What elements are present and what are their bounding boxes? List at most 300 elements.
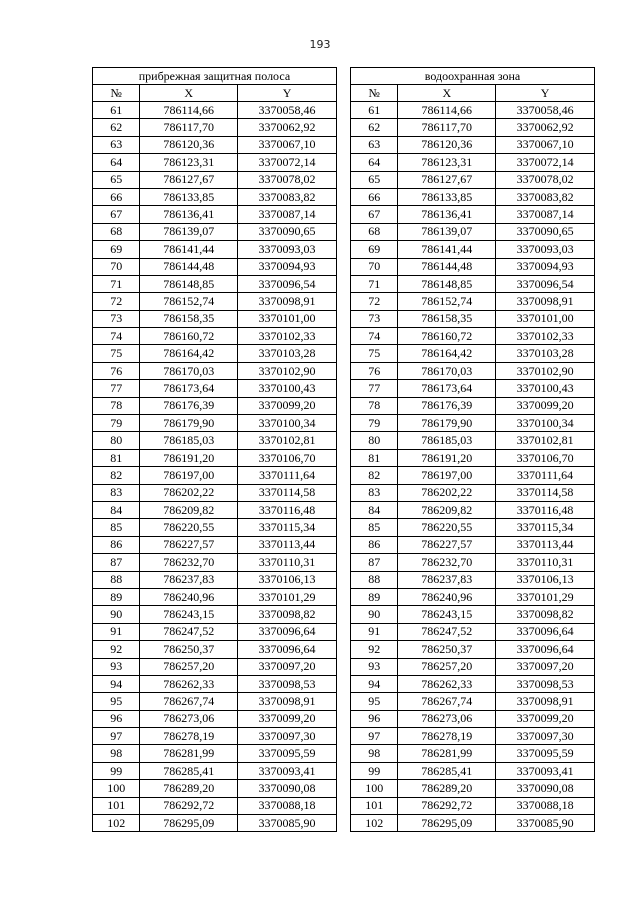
column-gap: [336, 675, 350, 692]
right-x-coordinate: 786141,44: [398, 241, 496, 258]
right-y-coordinate: 3370097,20: [496, 658, 595, 675]
left-header-x: X: [140, 85, 238, 102]
column-gap: [336, 467, 350, 484]
left-y-coordinate: 3370090,65: [238, 223, 337, 240]
column-gap: [336, 710, 350, 727]
left-y-coordinate: 3370085,90: [238, 815, 337, 832]
left-y-coordinate: 3370098,53: [238, 675, 337, 692]
left-y-coordinate: 3370088,18: [238, 797, 337, 814]
column-gap: [336, 432, 350, 449]
right-x-coordinate: 786285,41: [398, 762, 496, 779]
table-row: [93, 658, 595, 675]
column-gap: [336, 275, 350, 292]
left-y-coordinate: 3370096,64: [238, 623, 337, 640]
right-y-coordinate: 3370099,20: [496, 710, 595, 727]
right-x-coordinate: 786273,06: [398, 710, 496, 727]
table-row: [93, 188, 595, 205]
right-x-coordinate: 786250,37: [398, 641, 496, 658]
right-point-number: 75: [351, 345, 398, 362]
left-y-coordinate: 3370097,20: [238, 658, 337, 675]
left-x-coordinate: 786191,20: [140, 449, 238, 466]
left-point-number: 99: [93, 762, 140, 779]
column-header-row: [93, 85, 595, 102]
column-gap: [336, 484, 350, 501]
left-header-number: №: [93, 85, 140, 102]
table-row: [93, 762, 595, 779]
table-row: [93, 484, 595, 501]
column-gap: [336, 606, 350, 623]
right-point-number: 77: [351, 380, 398, 397]
table-row: [93, 467, 595, 484]
right-y-coordinate: 3370110,31: [496, 554, 595, 571]
right-x-coordinate: 786123,31: [398, 154, 496, 171]
right-header-y: Y: [496, 85, 595, 102]
right-point-number: 63: [351, 136, 398, 153]
table-body: [93, 102, 595, 832]
column-gap: [336, 588, 350, 605]
right-point-number: 71: [351, 275, 398, 292]
right-y-coordinate: 3370099,20: [496, 397, 595, 414]
right-point-number: 99: [351, 762, 398, 779]
table-row: [93, 693, 595, 710]
left-y-coordinate: 3370096,54: [238, 275, 337, 292]
left-y-coordinate: 3370094,93: [238, 258, 337, 275]
left-x-coordinate: 786173,64: [140, 380, 238, 397]
right-y-coordinate: 3370102,33: [496, 328, 595, 345]
right-y-coordinate: 3370078,02: [496, 171, 595, 188]
left-y-coordinate: 3370058,46: [238, 102, 337, 119]
left-point-number: 72: [93, 293, 140, 310]
column-gap: [336, 554, 350, 571]
left-point-number: 100: [93, 780, 140, 797]
right-y-coordinate: 3370106,13: [496, 571, 595, 588]
table-row: [93, 328, 595, 345]
column-gap: [336, 745, 350, 762]
column-gap: [336, 119, 350, 136]
table-row: [93, 206, 595, 223]
left-y-coordinate: 3370100,43: [238, 380, 337, 397]
column-gap: [336, 206, 350, 223]
left-y-coordinate: 3370102,90: [238, 362, 337, 379]
left-y-coordinate: 3370099,20: [238, 710, 337, 727]
left-x-coordinate: 786250,37: [140, 641, 238, 658]
page-number: 193: [309, 38, 331, 51]
right-y-coordinate: 3370101,00: [496, 310, 595, 327]
left-y-coordinate: 3370098,91: [238, 693, 337, 710]
column-gap: [336, 171, 350, 188]
column-gap: [336, 310, 350, 327]
right-point-number: 98: [351, 745, 398, 762]
right-x-coordinate: 786176,39: [398, 397, 496, 414]
column-gap: [336, 102, 350, 119]
right-point-number: 95: [351, 693, 398, 710]
column-gap: [336, 762, 350, 779]
left-x-coordinate: 786185,03: [140, 432, 238, 449]
left-point-number: 92: [93, 641, 140, 658]
left-point-number: 90: [93, 606, 140, 623]
left-y-coordinate: 3370116,48: [238, 501, 337, 518]
right-point-number: 81: [351, 449, 398, 466]
left-point-number: 97: [93, 728, 140, 745]
left-y-coordinate: 3370098,82: [238, 606, 337, 623]
left-y-coordinate: 3370087,14: [238, 206, 337, 223]
left-point-number: 83: [93, 484, 140, 501]
right-y-coordinate: 3370094,93: [496, 258, 595, 275]
left-point-number: 69: [93, 241, 140, 258]
table-row: [93, 275, 595, 292]
table-row: [93, 554, 595, 571]
right-y-coordinate: 3370098,82: [496, 606, 595, 623]
column-gap: [336, 519, 350, 536]
left-x-coordinate: 786176,39: [140, 397, 238, 414]
left-y-coordinate: 3370078,02: [238, 171, 337, 188]
right-y-coordinate: 3370098,91: [496, 693, 595, 710]
left-x-coordinate: 786257,20: [140, 658, 238, 675]
table-row: [93, 136, 595, 153]
left-x-coordinate: 786164,42: [140, 345, 238, 362]
left-x-coordinate: 786158,35: [140, 310, 238, 327]
left-point-number: 65: [93, 171, 140, 188]
left-x-coordinate: 786127,67: [140, 171, 238, 188]
left-point-number: 98: [93, 745, 140, 762]
left-point-number: 91: [93, 623, 140, 640]
right-x-coordinate: 786281,99: [398, 745, 496, 762]
left-x-coordinate: 786197,00: [140, 467, 238, 484]
right-point-number: 97: [351, 728, 398, 745]
right-point-number: 80: [351, 432, 398, 449]
column-gap: [336, 68, 350, 85]
left-x-coordinate: 786133,85: [140, 188, 238, 205]
column-gap: [336, 797, 350, 814]
left-point-number: 66: [93, 188, 140, 205]
right-x-coordinate: 786240,96: [398, 588, 496, 605]
right-x-coordinate: 786292,72: [398, 797, 496, 814]
left-x-coordinate: 786120,36: [140, 136, 238, 153]
column-gap: [336, 241, 350, 258]
left-x-coordinate: 786247,52: [140, 623, 238, 640]
right-y-coordinate: 3370088,18: [496, 797, 595, 814]
left-point-number: 88: [93, 571, 140, 588]
right-x-coordinate: 786114,66: [398, 102, 496, 119]
table-row: [93, 293, 595, 310]
left-point-number: 84: [93, 501, 140, 518]
right-y-coordinate: 3370115,34: [496, 519, 595, 536]
right-y-coordinate: 3370083,82: [496, 188, 595, 205]
column-gap: [336, 571, 350, 588]
right-point-number: 61: [351, 102, 398, 119]
left-y-coordinate: 3370101,00: [238, 310, 337, 327]
table-row: [93, 432, 595, 449]
table-row: [93, 797, 595, 814]
right-x-coordinate: 786148,85: [398, 275, 496, 292]
column-gap: [336, 293, 350, 310]
table-row: [93, 362, 595, 379]
left-y-coordinate: 3370062,92: [238, 119, 337, 136]
left-y-coordinate: 3370103,28: [238, 345, 337, 362]
left-section-title: прибрежная защитная полоса: [93, 68, 337, 85]
right-point-number: 100: [351, 780, 398, 797]
right-point-number: 94: [351, 675, 398, 692]
right-point-number: 65: [351, 171, 398, 188]
left-y-coordinate: 3370102,33: [238, 328, 337, 345]
table-row: [93, 588, 595, 605]
left-point-number: 85: [93, 519, 140, 536]
right-y-coordinate: 3370062,92: [496, 119, 595, 136]
right-point-number: 91: [351, 623, 398, 640]
left-x-coordinate: 786243,15: [140, 606, 238, 623]
table-row: [93, 258, 595, 275]
right-y-coordinate: 3370090,65: [496, 223, 595, 240]
left-x-coordinate: 786114,66: [140, 102, 238, 119]
left-x-coordinate: 786152,74: [140, 293, 238, 310]
right-point-number: 67: [351, 206, 398, 223]
right-point-number: 66: [351, 188, 398, 205]
left-point-number: 95: [93, 693, 140, 710]
left-y-coordinate: 3370096,64: [238, 641, 337, 658]
right-point-number: 90: [351, 606, 398, 623]
left-point-number: 86: [93, 536, 140, 553]
column-gap: [336, 501, 350, 518]
right-point-number: 70: [351, 258, 398, 275]
right-y-coordinate: 3370093,41: [496, 762, 595, 779]
left-x-coordinate: 786237,83: [140, 571, 238, 588]
column-gap: [336, 415, 350, 432]
right-x-coordinate: 786247,52: [398, 623, 496, 640]
right-y-coordinate: 3370103,28: [496, 345, 595, 362]
column-gap: [336, 362, 350, 379]
left-point-number: 87: [93, 554, 140, 571]
left-x-coordinate: 786262,33: [140, 675, 238, 692]
left-point-number: 74: [93, 328, 140, 345]
left-y-coordinate: 3370072,14: [238, 154, 337, 171]
left-y-coordinate: 3370101,29: [238, 588, 337, 605]
table-row: [93, 501, 595, 518]
right-x-coordinate: 786133,85: [398, 188, 496, 205]
right-x-coordinate: 786202,22: [398, 484, 496, 501]
right-y-coordinate: 3370090,08: [496, 780, 595, 797]
left-y-coordinate: 3370115,34: [238, 519, 337, 536]
column-gap: [336, 136, 350, 153]
left-y-coordinate: 3370100,34: [238, 415, 337, 432]
table-row: [93, 397, 595, 414]
column-gap: [336, 188, 350, 205]
right-point-number: 64: [351, 154, 398, 171]
right-y-coordinate: 3370114,58: [496, 484, 595, 501]
right-point-number: 85: [351, 519, 398, 536]
column-gap: [336, 85, 350, 102]
left-y-coordinate: 3370093,03: [238, 241, 337, 258]
column-gap: [336, 345, 350, 362]
left-point-number: 82: [93, 467, 140, 484]
right-x-coordinate: 786243,15: [398, 606, 496, 623]
right-x-coordinate: 786209,82: [398, 501, 496, 518]
right-y-coordinate: 3370096,54: [496, 275, 595, 292]
left-point-number: 79: [93, 415, 140, 432]
right-section-title: водоохранная зона: [351, 68, 595, 85]
right-x-coordinate: 786164,42: [398, 345, 496, 362]
right-y-coordinate: 3370098,91: [496, 293, 595, 310]
right-x-coordinate: 786136,41: [398, 206, 496, 223]
left-x-coordinate: 786273,06: [140, 710, 238, 727]
right-x-coordinate: 786191,20: [398, 449, 496, 466]
table-row: [93, 728, 595, 745]
column-gap: [336, 328, 350, 345]
left-y-coordinate: 3370093,41: [238, 762, 337, 779]
right-y-coordinate: 3370101,29: [496, 588, 595, 605]
table-row: [93, 415, 595, 432]
right-y-coordinate: 3370113,44: [496, 536, 595, 553]
column-gap: [336, 641, 350, 658]
column-gap: [336, 380, 350, 397]
right-y-coordinate: 3370096,64: [496, 641, 595, 658]
left-x-coordinate: 786295,09: [140, 815, 238, 832]
left-x-coordinate: 786220,55: [140, 519, 238, 536]
left-y-coordinate: 3370106,13: [238, 571, 337, 588]
left-y-coordinate: 3370113,44: [238, 536, 337, 553]
right-point-number: 86: [351, 536, 398, 553]
left-point-number: 68: [93, 223, 140, 240]
left-x-coordinate: 786232,70: [140, 554, 238, 571]
right-point-number: 82: [351, 467, 398, 484]
table-row: [93, 171, 595, 188]
left-point-number: 80: [93, 432, 140, 449]
right-point-number: 69: [351, 241, 398, 258]
right-point-number: 76: [351, 362, 398, 379]
left-x-coordinate: 786281,99: [140, 745, 238, 762]
left-y-coordinate: 3370111,64: [238, 467, 337, 484]
right-y-coordinate: 3370116,48: [496, 501, 595, 518]
coordinates-table: [92, 67, 595, 832]
left-point-number: 63: [93, 136, 140, 153]
left-x-coordinate: 786160,72: [140, 328, 238, 345]
left-x-coordinate: 786289,20: [140, 780, 238, 797]
right-header-x: X: [398, 85, 496, 102]
right-point-number: 89: [351, 588, 398, 605]
right-y-coordinate: 3370087,14: [496, 206, 595, 223]
left-x-coordinate: 786148,85: [140, 275, 238, 292]
left-point-number: 64: [93, 154, 140, 171]
right-point-number: 68: [351, 223, 398, 240]
column-gap: [336, 223, 350, 240]
left-header-y: Y: [238, 85, 337, 102]
left-point-number: 77: [93, 380, 140, 397]
table-header: [93, 68, 595, 102]
right-y-coordinate: 3370098,53: [496, 675, 595, 692]
right-x-coordinate: 786139,07: [398, 223, 496, 240]
column-gap: [336, 658, 350, 675]
right-y-coordinate: 3370102,90: [496, 362, 595, 379]
table-row: [93, 241, 595, 258]
left-x-coordinate: 786209,82: [140, 501, 238, 518]
left-y-coordinate: 3370110,31: [238, 554, 337, 571]
left-point-number: 76: [93, 362, 140, 379]
column-gap: [336, 536, 350, 553]
table-row: [93, 345, 595, 362]
left-point-number: 75: [93, 345, 140, 362]
left-point-number: 67: [93, 206, 140, 223]
left-y-coordinate: 3370067,10: [238, 136, 337, 153]
table-row: [93, 380, 595, 397]
right-point-number: 93: [351, 658, 398, 675]
left-x-coordinate: 786123,31: [140, 154, 238, 171]
left-point-number: 94: [93, 675, 140, 692]
right-point-number: 78: [351, 397, 398, 414]
left-point-number: 73: [93, 310, 140, 327]
table-row: [93, 780, 595, 797]
right-y-coordinate: 3370095,59: [496, 745, 595, 762]
left-y-coordinate: 3370090,08: [238, 780, 337, 797]
right-x-coordinate: 786257,20: [398, 658, 496, 675]
left-y-coordinate: 3370106,70: [238, 449, 337, 466]
right-y-coordinate: 3370106,70: [496, 449, 595, 466]
column-gap: [336, 258, 350, 275]
table-row: [93, 536, 595, 553]
right-x-coordinate: 786227,57: [398, 536, 496, 553]
table-row: [93, 154, 595, 171]
left-point-number: 78: [93, 397, 140, 414]
right-point-number: 74: [351, 328, 398, 345]
left-x-coordinate: 786227,57: [140, 536, 238, 553]
table-row: [93, 310, 595, 327]
right-point-number: 83: [351, 484, 398, 501]
left-x-coordinate: 786136,41: [140, 206, 238, 223]
table-row: [93, 449, 595, 466]
left-x-coordinate: 786292,72: [140, 797, 238, 814]
right-point-number: 101: [351, 797, 398, 814]
left-x-coordinate: 786170,03: [140, 362, 238, 379]
right-y-coordinate: 3370102,81: [496, 432, 595, 449]
left-point-number: 96: [93, 710, 140, 727]
table-row: [93, 102, 595, 119]
right-x-coordinate: 786160,72: [398, 328, 496, 345]
table-row: [93, 223, 595, 240]
right-header-number: №: [351, 85, 398, 102]
left-point-number: 71: [93, 275, 140, 292]
right-point-number: 96: [351, 710, 398, 727]
right-x-coordinate: 786197,00: [398, 467, 496, 484]
left-point-number: 61: [93, 102, 140, 119]
right-point-number: 73: [351, 310, 398, 327]
left-y-coordinate: 3370097,30: [238, 728, 337, 745]
left-point-number: 62: [93, 119, 140, 136]
right-y-coordinate: 3370097,30: [496, 728, 595, 745]
table-row: [93, 519, 595, 536]
table-row: [93, 606, 595, 623]
right-x-coordinate: 786289,20: [398, 780, 496, 797]
column-gap: [336, 780, 350, 797]
left-y-coordinate: 3370083,82: [238, 188, 337, 205]
left-point-number: 70: [93, 258, 140, 275]
left-x-coordinate: 786285,41: [140, 762, 238, 779]
table-row: [93, 641, 595, 658]
column-gap: [336, 449, 350, 466]
table-row: [93, 745, 595, 762]
right-point-number: 79: [351, 415, 398, 432]
table-row: [93, 119, 595, 136]
right-point-number: 88: [351, 571, 398, 588]
right-x-coordinate: 786295,09: [398, 815, 496, 832]
column-gap: [336, 397, 350, 414]
right-point-number: 84: [351, 501, 398, 518]
left-x-coordinate: 786278,19: [140, 728, 238, 745]
left-point-number: 101: [93, 797, 140, 814]
right-x-coordinate: 786267,74: [398, 693, 496, 710]
right-x-coordinate: 786185,03: [398, 432, 496, 449]
table-row: [93, 675, 595, 692]
right-x-coordinate: 786127,67: [398, 171, 496, 188]
right-x-coordinate: 786170,03: [398, 362, 496, 379]
right-point-number: 72: [351, 293, 398, 310]
